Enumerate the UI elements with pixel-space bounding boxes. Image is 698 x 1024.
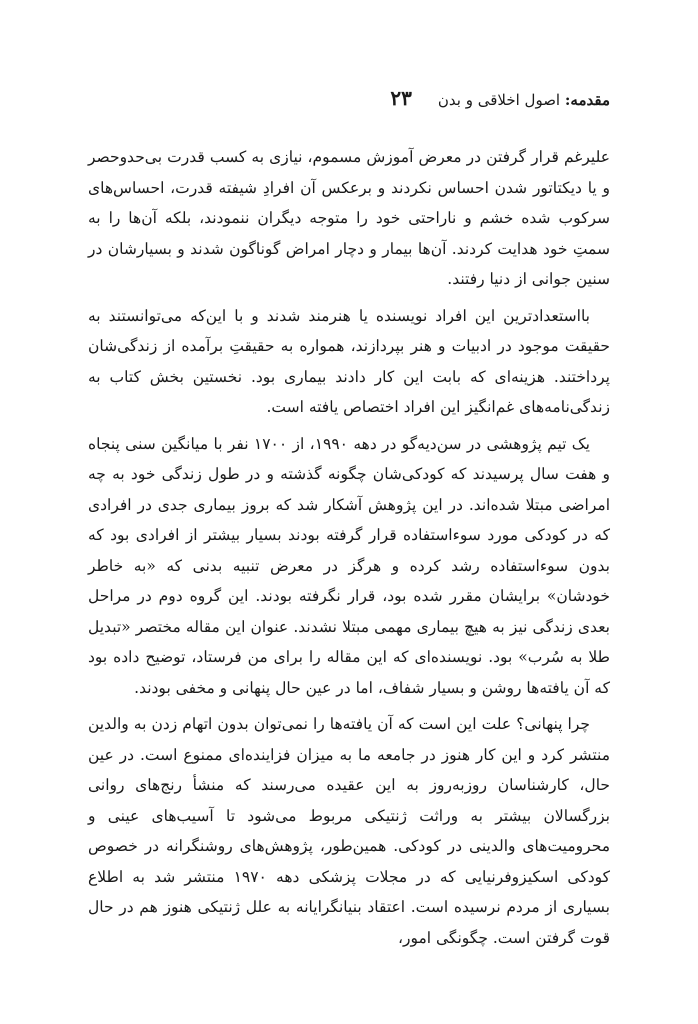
paragraph: بااستعدادترین این افراد نویسنده یا هنرمند شدند و با این‌که می‌توانستند به حقیقت موجود در ادبیات و هنر بپردازند، همواره به حقیقتِ برآمده از زندگی‌شان پرداختند. هزینه‌ای که بابت این کار دادند بیماری بود. نخستین بخش کتاب به زندگی‌نامه‌های غم‌انگیز این افراد اختصاص یافته است. bbox=[88, 306, 610, 416]
paragraph: علیرغم قرار گرفتن در معرض آموزش مسموم، نیازی به کسب قدرت بی‌حدوحصر و یا دیکتاتور شدن احساس نکردند و برعکس آن افرادِ شیفته قدرت، احساس‌های سرکوب شده خشم و ناراحتی خود را متوجه دیگران ننمودند، بلکه آن‌ها را به سمتِ خود هدایت کردند. آن‌ها بیمار و دچار امراض گوناگون شدند و بسیارشان در سنین جوانی از دنیا رفتند. bbox=[88, 148, 610, 288]
paragraph: چرا پنهانی؟ علت این است که آن یافته‌ها را نمی‌توان بدون اتهام زدن به والدین منتشر کرد و این کار هنوز در جامعه ما به میزان فزاینده‌ای ممنوع است. در عین حال، کارشناسان روزبه‌روز به این عقیده می‌رسند که منشأ رنج‌های روانی بزرگسالان بیشتر به وراثت ژنتیکی مربوط می‌شود تا آسیب‌های عینی و محرومیت‌های والدینی در کودکی. همین‌طور، پژوهش‌های روشنگرانه در خصوص کودکی اسکیزوفرنیایی که در مجلات پزشکی دهه ۱۹۷۰ منتشر شد به اطلاع بسیاری از مردم نرسیده است. اعتقاد بنیانگرایانه به علل ژنتیکی هنوز هم در حال قوت گرفتن است. چگونگی امور، bbox=[88, 715, 610, 947]
paragraph: یک تیم پژوهشی در سن‌دیه‌گو در دهه ۱۹۹۰، از ۱۷۰۰ نفر با میانگین سنی پنجاه و هفت سال پرسیدند که کودکی‌شان چگونه گذشته و در طول زندگی خود به چه امراضی مبتلا شده‌اند. در این پژوهش آشکار شد که بروز بیماری جدی در افرادی که در کودکی مورد سوءاستفاده قرار گرفته بودند بسیار بیشتر از افرادی بود که بدون سوءاستفاده رشد کرده و هرگز در معرض تنبیه بدنی که «به خاطر خودشان» برایشان مقرر شده بود، قرار نگرفته بودند. این گروه دوم در مراحل بعدی زندگی نیز به هیچ بیماری مهمی مبتلا نشدند. عنوان این مقاله مختصر «تبدیل طلا به سُرب» بود. نویسنده‌ای که این مقاله را برای من فرستاد، توضیح داده بود که آن یافته‌ها روشن و بسیار شفاف، اما در عین حال پنهانی و مخفی بودند. bbox=[88, 434, 610, 697]
running-header-title bbox=[438, 91, 610, 109]
chapter-label: مقدمه: bbox=[564, 91, 610, 109]
running-header bbox=[88, 86, 610, 116]
body-text bbox=[88, 142, 610, 959]
chapter-title: اصول اخلاقی و بدن bbox=[437, 91, 565, 109]
page-number: ۲۳ bbox=[390, 86, 412, 110]
